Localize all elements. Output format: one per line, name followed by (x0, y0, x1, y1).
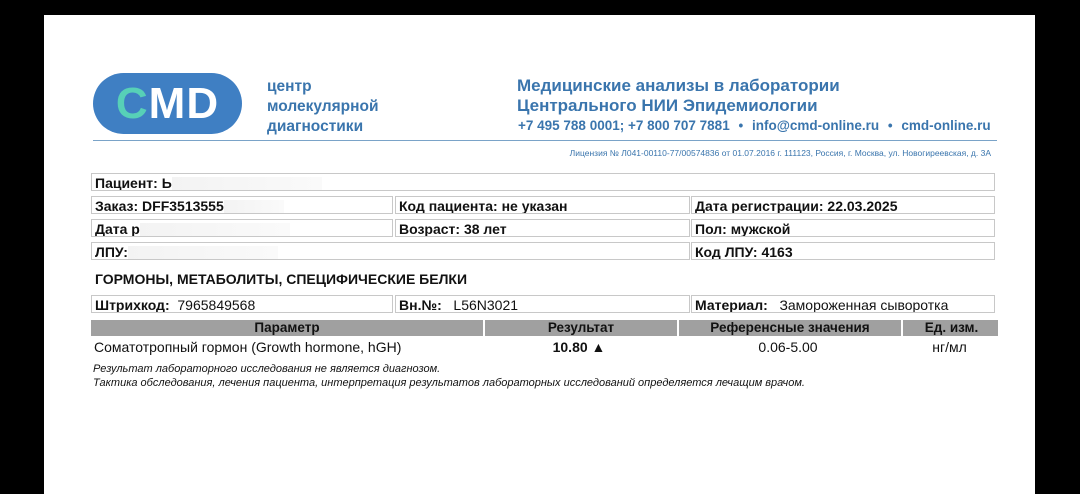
email-link[interactable]: info@cmd-online.ru (751, 118, 880, 133)
site-link[interactable]: cmd-online.ru (901, 118, 991, 133)
patient-code-field: Код пациента: не указан (395, 196, 690, 214)
row-reference: 0.06-5.00 (758, 339, 818, 355)
row-parameter: Соматотропный гормон (Growth hormone, hGH) (94, 339, 402, 355)
registration-date-field: Дата регистрации: 22.03.2025 (691, 196, 995, 214)
section-title: ГОРМОНЫ, МЕТАБОЛИТЫ, СПЕЦИФИЧЕСКИЕ БЕЛКИ (95, 271, 468, 287)
org-name: центр молекулярной диагностики (267, 78, 379, 135)
sex-field: Пол: мужской (691, 219, 995, 237)
inner-number-field: Вн.№: L56N3021 (395, 295, 690, 313)
disclaimer-notes: Результат лабораторного исследования не является диагнозом. Тактика обследования, лечения пациента, интерпретация результатов лабораторных исследований определяется лечащим врачом. (93, 363, 805, 389)
document-page (44, 15, 1035, 494)
row-result: 10.80 ▲ (552, 339, 606, 355)
lpu-field: ЛПУ: (91, 242, 690, 260)
results-table-header (91, 320, 998, 336)
material-field: Материал: Замороженная сыворотка (691, 295, 995, 313)
lab-title: Медицинские анализы в лаборатории Центрального НИИ Эпидемиологии (517, 76, 840, 115)
barcode-field: Штрихкод: 7965849568 (91, 295, 393, 313)
header-reference: Референсные значения (677, 320, 901, 336)
header-parameter: Параметр (254, 320, 320, 335)
header-result: Результат (483, 320, 677, 336)
age-field: Возраст: 38 лет (395, 219, 690, 237)
contacts: +7 495 788 0001; +7 800 707 7881 • info@cmd-online.ru • cmd-online.ru (518, 118, 991, 133)
lpu-code-field: Код ЛПУ: 4163 (691, 242, 995, 260)
row-unit: нг/мл (932, 339, 967, 355)
header-unit: Ед. изм. (901, 320, 1000, 336)
birth-date-field: Дата р (91, 219, 393, 237)
header-divider (93, 140, 997, 141)
license-text: Лицензия № Л041-00110-77/00574836 от 01.07.2016 г. 111123, Россия, г. Москва, ул. Новогиреевская, д. 3А (569, 148, 991, 158)
order-field: Заказ: DFF3513555 (91, 196, 393, 214)
cmd-logo: CMD (93, 73, 242, 134)
phones: +7 495 788 0001; +7 800 707 7881 (518, 118, 730, 133)
patient-field: Пациент: Ь (91, 173, 995, 191)
